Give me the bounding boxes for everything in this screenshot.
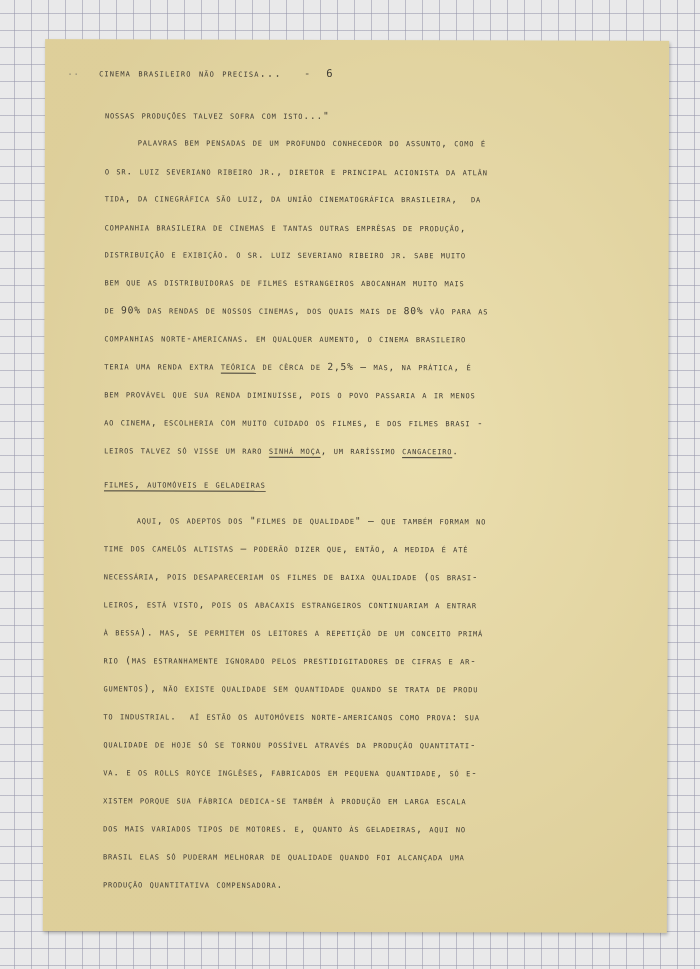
text-line: o sr. luiz severiano ribeiro jr., diretor e principal acionista da atlân xyxy=(104,166,488,179)
text-line: xistem porque sua fábrica dedica-se também à produção em larga escala xyxy=(103,795,467,808)
text-line: necessária, pois desapareceriam os filmes de baixa qualidade (os brasi- xyxy=(103,571,479,584)
text-line: bem que as distribuidoras de filmes estrangeiros abocanham muito mais xyxy=(104,277,465,290)
underlined-title: sinhá moça xyxy=(268,445,321,457)
text-line: distribuição e exibição. o sr. luiz severiano ribeiro jr. sabe muito xyxy=(104,249,466,262)
typed-text xyxy=(43,39,669,933)
text-line: dos mais variados tipos de motores. e, quanto às geladeiras, aqui no xyxy=(103,823,466,836)
underlined-word: teórica xyxy=(220,361,256,373)
text-line: de 90% das rendas de nossos cinemas, dos quais mais de 80% vão para as xyxy=(104,305,489,318)
text-line: companhia brasileira de cinemas e tantas outras emprêsas de produção, xyxy=(104,222,467,235)
section-subheading: filmes, automóveis e geladeiras xyxy=(103,479,266,491)
document-page xyxy=(43,39,669,933)
text-line: gumentos), não existe qualidade sem quantidade quando se trata de produ xyxy=(103,683,479,696)
text-segment: teria uma renda extra xyxy=(104,361,221,373)
text-line: rio (mas estranhamente ignorado pelos prestidigitadores de cifras e ar- xyxy=(103,655,477,668)
text-segment: leiros talvez só visse um raro xyxy=(104,445,269,457)
text-line: ao cinema, escolheria com muito cuidado os filmes, e dos filmes brasi - xyxy=(104,417,484,430)
text-line: brasil elas só puderam melhorar de qualidade quando foi alcançada uma xyxy=(103,851,465,864)
text-line: to industrial. aí estão os automóveis norte-americanos como prova: sua xyxy=(103,711,480,724)
text-line: palavras bem pensadas de um profundo conhecedor do assunto, como é xyxy=(104,137,486,150)
text-line: produção quantitativa compensadora. xyxy=(102,879,284,891)
text-line xyxy=(104,361,471,374)
text-line: va. e os rolls royce inglêses, fabricados em pequena quantidade, só e- xyxy=(103,767,478,780)
text-line: time dos camelôs altistas — poderão dizer que, então, a medida é até xyxy=(103,543,469,556)
text-line: à bessa). mas, se permitem os leitores a repetição de um conceito primá xyxy=(103,627,484,640)
text-line xyxy=(104,445,459,458)
underlined-title: cangaceiro xyxy=(402,446,453,458)
page-header: cinema brasileiro não precisa... - 6 xyxy=(99,67,334,80)
text-segment: . xyxy=(452,446,459,458)
text-line: leiros, está visto, pois os abacaxis estrangeiros continuariam a entrar xyxy=(103,599,477,612)
text-line: aqui, os adeptos dos "filmes de qualidade" — que também formam no xyxy=(103,515,487,528)
text-line: bem provável que sua renda diminuisse, pois o povo passaria a ir menos xyxy=(104,389,476,402)
text-line: nossas produções talvez sofra com isto..." xyxy=(104,110,330,122)
text-line: qualidade de hoje só se tornou possível através da produção quantitati- xyxy=(103,739,477,752)
text-line: tida, da cinegráfica são luiz, da união cinematográfica brasileira, da xyxy=(104,193,482,206)
text-line: companhias norte-americanas. em qualquer aumento, o cinema brasileiro xyxy=(104,333,467,346)
text-segment: , um raríssimo xyxy=(320,445,403,458)
corner-mark: ˙˙ xyxy=(67,73,80,85)
text-segment: de cêrca de 2,5% — mas, na prática, é xyxy=(255,361,472,374)
